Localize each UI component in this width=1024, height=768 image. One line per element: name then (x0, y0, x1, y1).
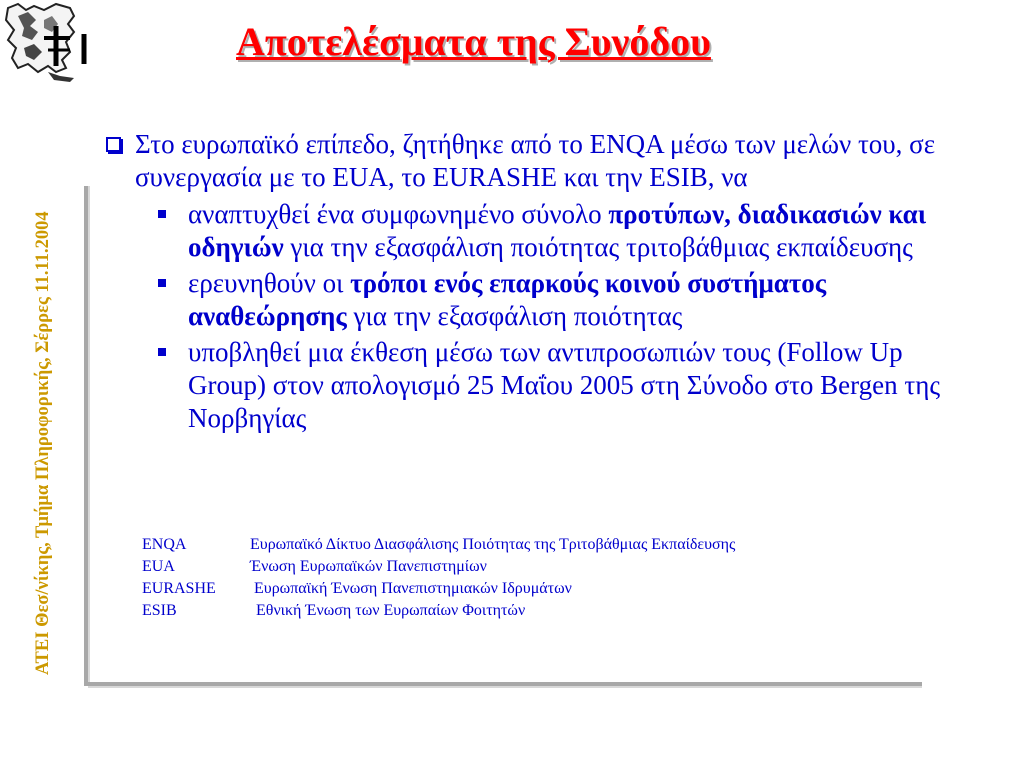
sub-bullet-list (152, 198, 944, 435)
list-item-text-bold: προτύπων, διαδικασιών και οδηγιών (188, 199, 927, 262)
abbreviation-value: Ευρωπαϊκή Ένωση Πανεπιστημιακών Ιδρυμάτων (254, 580, 572, 597)
abbreviation-row (142, 534, 735, 556)
abbreviations-list (142, 534, 735, 622)
list-item-text (188, 336, 944, 435)
list-item-text (188, 267, 944, 333)
list-item-text-plain: για την εξασφάλιση ποιότητας τριτοβάθμιας εκπαίδευσης (283, 232, 913, 262)
list-item-text-plain: αναπτυχθεί ένα συμφωνημένο σύνολο (188, 199, 609, 229)
list-item-text (188, 198, 944, 264)
abbreviation-key: ENQA (142, 536, 187, 553)
page-title: Αποτελέσματα της Συνόδου (236, 19, 711, 64)
abbreviation-key: ESIB (142, 602, 177, 619)
main-content (104, 128, 944, 438)
abbreviation-key: EURASHE (142, 580, 216, 597)
main-bullet-text: Στο ευρωπαϊκό επίπεδο, ζητήθηκε από το ENQA μέσω των μελών του, σε συνεργασία με το EUA, το EURASHE και την ESIB, να (135, 129, 936, 192)
list-item-text-bold: τρόποι ενός επαρκούς κοινού συστήματος αναθεώρησης (188, 268, 827, 331)
list-item (152, 267, 944, 333)
abbreviation-value: Ευρωπαϊκό Δίκτυο Διασφάλισης Ποιότητας της Τριτοβάθμιας Εκπαίδευσης (250, 536, 736, 553)
list-item (152, 198, 944, 264)
institution-logo-icon (4, 2, 104, 84)
abbreviation-value: Εθνική Ένωση των Ευρωπαίων Φοιτητών (256, 602, 526, 619)
list-item-text-plain: ερευνηθούν οι (188, 268, 351, 298)
main-bullet-item (104, 128, 944, 194)
square-bullet-icon (158, 210, 166, 218)
square-bullet-icon (158, 279, 166, 287)
abbreviation-row (142, 600, 735, 622)
abbreviation-row (142, 556, 735, 578)
sidebar-caption: ΑΤΕΙ Θεσ/νίκης, Τμήμα Πληροφορικής, Σέρρες 11.11.2004 (33, 211, 53, 675)
abbreviation-key: EUA (142, 558, 175, 575)
abbreviation-value: Ένωση Ευρωπαϊκών Πανεπιστημίων (250, 558, 487, 575)
abbreviation-row (142, 578, 735, 600)
frame-bottom-shadow (88, 686, 922, 688)
list-item (152, 336, 944, 435)
frame-left-shadow (88, 186, 90, 684)
checkbox-bullet-icon (106, 137, 121, 152)
square-bullet-icon (158, 348, 166, 356)
list-item-text-plain: υποβληθεί μια έκθεση μέσω των αντιπροσωπιών τους (Follow Up Group) στον απολογισμό 25 Μαΐου 2005 στη Σύνοδο στο Bergen της Νορβηγίας (188, 337, 941, 433)
list-item-text-plain: για την εξασφάλιση ποιότητας (346, 301, 683, 331)
